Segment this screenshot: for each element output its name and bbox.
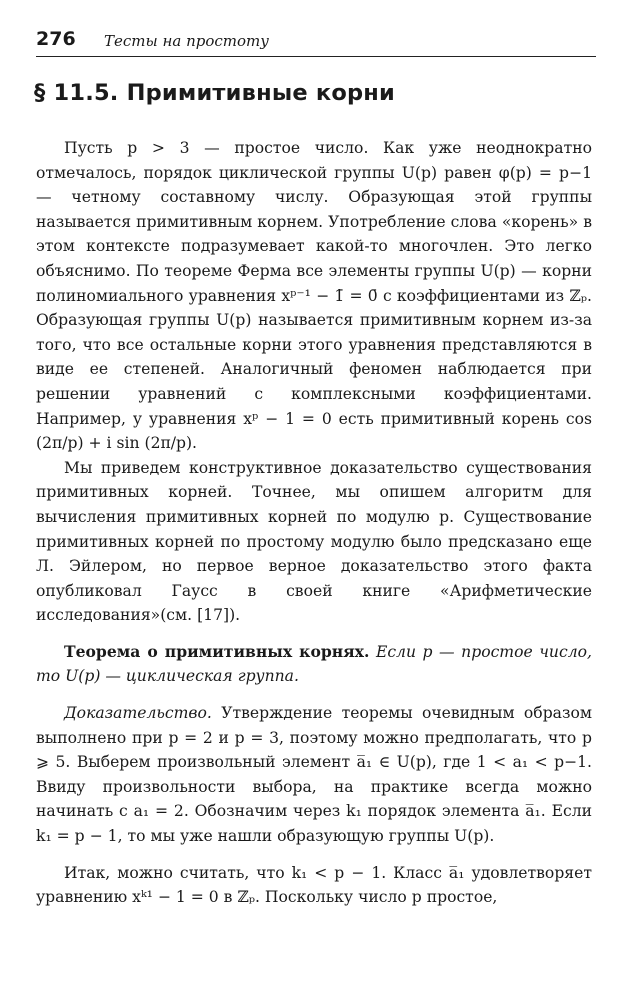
proof-text: Утверждение теоремы очевидным образом выполнено при p = 2 и p = 3, поэтому можно предполагать, что p ⩾ 5. Выберем произвольный элемент a̅₁ ∈ U(p), где 1 < a₁ < p−1. Ввиду произвольности выбора, на практике всегда можно начинать с a₁ = 2. Обозначим через k₁ порядок элемента a̅₁. Если k₁ = p − 1, то мы уже нашли образующую группы U(p). <box>36 704 592 846</box>
running-title: Тесты на простоту <box>104 32 269 50</box>
section-title: § 11.5. Примитивные корни <box>34 80 396 106</box>
proof-label: Доказательство. <box>64 704 212 723</box>
theorem <box>36 640 592 689</box>
theorem-statement: Если p — простое число, то U(p) — циклическая группа. <box>36 642 592 686</box>
running-head <box>36 26 596 57</box>
page-number: 276 <box>36 28 76 50</box>
paragraph-constructive-proof: Мы приведем конструктивное доказательство существования примитивных корней. Точнее, мы опишем алгоритм для вычисления примитивных корней по модулю p. Существование примитивных корней по простому модулю было предсказано еще Л. Эйлером, но первое верное доказательство этого факта опубликовал Гаусс в своей книге «Арифметические исследования»(см. [17]). <box>36 458 592 625</box>
body-text <box>36 136 592 910</box>
paragraph-intro: Пусть p > 3 — простое число. Как уже неоднократно отмечалось, порядок циклической группы U(p) равен φ(p) = p−1 — четному составному числу. Образующая этой группы называется примитивным корнем. Употребление слова «корень» в этом контексте подразумевает какой-то многочлен. Это легко объяснимо. По теореме Ферма все элементы группы U(p) — корни полиномиального уравнения xᵖ⁻¹ − 1̄ = 0̄ с коэффициентами из ℤₚ. Образующая группы U(p) называется примитивным корнем из-за того, что все остальные корни этого уравнения представляются в виде ее степеней. Аналогичный феномен наблюдается при решении уравнений с комплексными коэффициентами. Например, у уравнения xᵖ − 1 = 0 есть примитивный корень cos (2π/p) + i sin (2π/p). <box>36 139 592 453</box>
paragraph-continuation: Итак, можно считать, что k₁ < p − 1. Класс a̅₁ удовлетворяет уравнению xᵏ¹ − 1 = 0 в ℤₚ. Поскольку число p простое, <box>36 863 592 907</box>
theorem-label: Теорема о примитивных корнях. <box>64 641 370 661</box>
proof <box>36 701 592 849</box>
